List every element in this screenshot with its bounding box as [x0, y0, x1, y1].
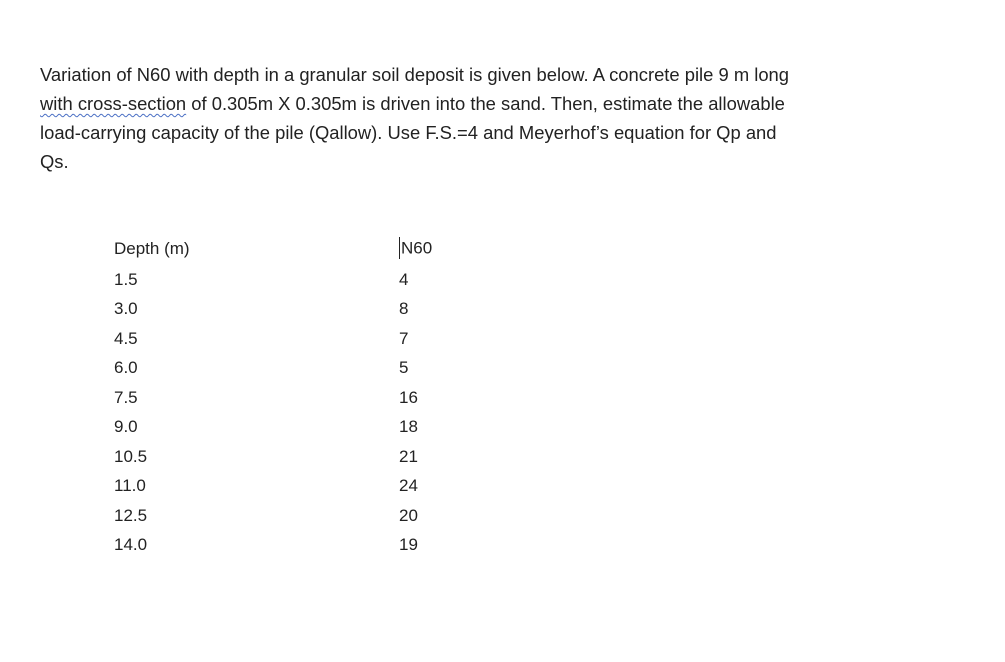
depth-cell: 12.5 [114, 505, 148, 525]
header-n60-cell[interactable] [399, 238, 479, 260]
table-row [114, 295, 479, 325]
depth-cell: 10.5 [114, 446, 148, 466]
n60-cell: 19 [399, 535, 418, 555]
problem-line-1: Variation of N60 with depth in a granular soil deposit is given below. A concrete pile 9 m long [40, 64, 790, 85]
n60-cell: 18 [399, 417, 418, 437]
problem-statement [40, 60, 975, 176]
n60-cell: 24 [399, 476, 418, 496]
text-cursor [399, 237, 400, 259]
depth-cell: 1.5 [114, 269, 138, 289]
table-row [114, 531, 479, 561]
depth-cell: 6.0 [114, 358, 138, 378]
header-depth: Depth (m) [114, 238, 190, 258]
table-row [114, 324, 479, 354]
depth-cell: 14.0 [114, 535, 148, 555]
depth-cell: 3.0 [114, 299, 138, 319]
table-row [114, 501, 479, 531]
problem-line-2-rest: of 0.305m X 0.305m is driven into the sand. Then, estimate the allowable [186, 93, 785, 114]
table-row [114, 265, 479, 295]
n60-cell: 16 [399, 387, 418, 407]
table-row [114, 413, 479, 443]
n60-cell: 21 [399, 446, 418, 466]
depth-n60-table [114, 232, 479, 560]
n60-cell: 4 [399, 269, 409, 289]
depth-cell: 11.0 [114, 476, 146, 496]
table-row [114, 472, 479, 502]
table-header-row [114, 232, 479, 265]
table-row [114, 354, 479, 384]
table-row [114, 383, 479, 413]
depth-cell: 7.5 [114, 387, 138, 407]
n60-cell: 8 [399, 299, 409, 319]
depth-cell: 4.5 [114, 328, 138, 348]
n60-cell: 5 [399, 358, 409, 378]
table-row [114, 442, 479, 472]
problem-line-3: load-carrying capacity of the pile (Qallow). Use F.S.=4 and Meyerhof’s equation for Qp and [40, 122, 777, 143]
n60-cell: 20 [399, 505, 418, 525]
problem-line-2 [40, 89, 975, 118]
problem-line-4: Qs. [40, 151, 69, 172]
depth-cell: 9.0 [114, 417, 138, 437]
n60-cell: 7 [399, 328, 409, 348]
spellcheck-underlined-text: with cross-section [40, 93, 187, 114]
header-n60: N60 [401, 237, 433, 257]
